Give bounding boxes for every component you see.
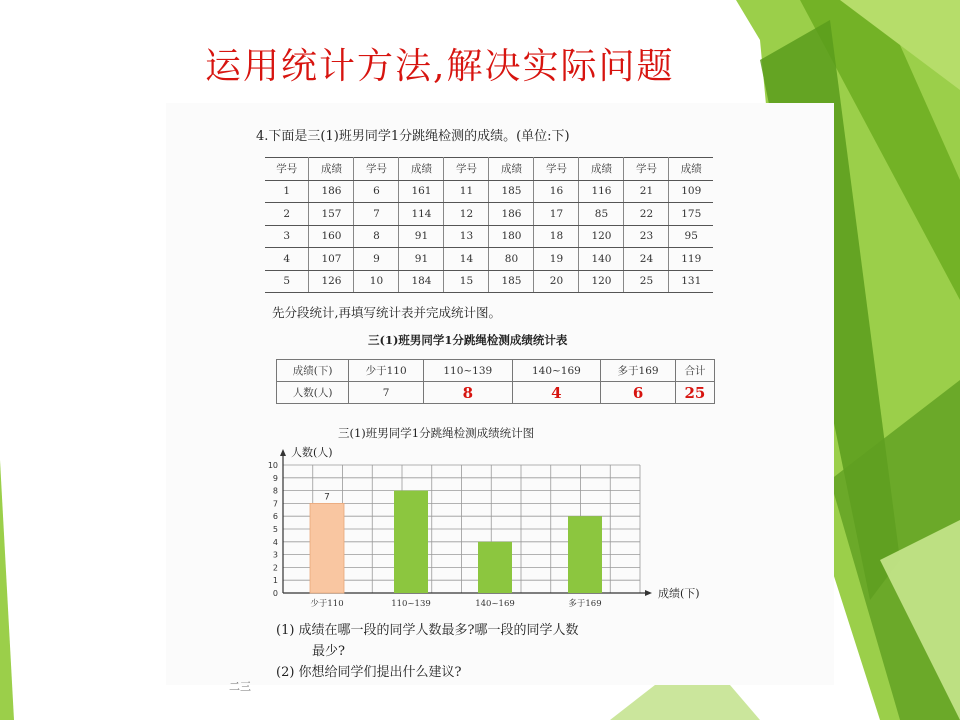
table-cell: 180 xyxy=(489,225,534,248)
row-label-cell: 人数(人) xyxy=(277,382,349,404)
x-tick-label: 少于110 xyxy=(310,599,344,609)
table-header-cell: 140~169 xyxy=(512,360,601,382)
table-cell: 184 xyxy=(399,270,444,293)
table-header-cell: 110~139 xyxy=(423,360,512,382)
table-cell: 120 xyxy=(579,225,624,248)
table-cell: 23 xyxy=(624,225,669,248)
table-header-cell: 学号 xyxy=(354,158,399,181)
table-cell: 6 xyxy=(354,180,399,203)
table-header-cell: 成绩 xyxy=(309,158,354,181)
y-tick-label: 7 xyxy=(272,499,278,509)
y-tick-label: 8 xyxy=(272,486,278,496)
table-cell: 161 xyxy=(399,180,444,203)
table-cell: 22 xyxy=(624,203,669,226)
table-cell: 131 xyxy=(669,270,713,293)
y-tick-label: 6 xyxy=(272,512,278,522)
table-header-cell: 成绩 xyxy=(399,158,444,181)
x-tick-label: 多于169 xyxy=(568,599,602,609)
table-cell: 157 xyxy=(309,203,354,226)
y-axis-arrow xyxy=(280,449,286,456)
question-list xyxy=(276,620,579,683)
table-cell: 114 xyxy=(399,203,444,226)
table-cell: 91 xyxy=(399,225,444,248)
footnote-mark: 二三 xyxy=(229,680,251,693)
table-cell: 1 xyxy=(265,180,309,203)
y-tick-label: 9 xyxy=(272,473,278,483)
question-line: (1) 成绩在哪一段的同学人数最多?哪一段的同学人数 xyxy=(276,623,579,638)
table-header-cell: 成绩 xyxy=(669,158,713,181)
bar xyxy=(394,491,428,593)
freq-table-title: 三(1)班男同学1分跳绳检测成绩统计表 xyxy=(368,333,568,347)
table-cell: 80 xyxy=(489,248,534,271)
table-cell: 7 xyxy=(354,203,399,226)
table-cell: 186 xyxy=(309,180,354,203)
x-axis-arrow xyxy=(645,590,652,596)
table-cell: 9 xyxy=(354,248,399,271)
table-cell: 116 xyxy=(579,180,624,203)
x-tick-label: 110~139 xyxy=(391,599,431,609)
y-tick-label: 5 xyxy=(272,525,278,534)
table-cell: 160 xyxy=(309,225,354,248)
slide-title: 运用统计方法,解决实际问题 xyxy=(205,46,675,87)
table-cell: 21 xyxy=(624,180,669,203)
table-header-cell: 多于169 xyxy=(601,360,676,382)
table-cell: 3 xyxy=(265,225,309,248)
table-header-cell: 成绩(下) xyxy=(277,360,349,382)
x-tick-label: 140~169 xyxy=(475,599,515,609)
table-header-cell: 合计 xyxy=(675,360,714,382)
table-cell: 140 xyxy=(579,248,624,271)
table-cell: 185 xyxy=(489,180,534,203)
y-axis-label: 人数(人) xyxy=(291,446,333,459)
bar-value-label: 7 xyxy=(324,492,330,503)
y-tick-label: 1 xyxy=(272,576,278,586)
table-header-cell: 少于110 xyxy=(349,360,424,382)
table-cell: 24 xyxy=(624,248,669,271)
y-tick-label: 10 xyxy=(267,461,278,470)
table-cell: 4 xyxy=(265,248,309,271)
table-cell: 91 xyxy=(399,248,444,271)
table-cell: 107 xyxy=(309,248,354,271)
table-cell: 120 xyxy=(579,270,624,293)
answer-cell: 25 xyxy=(675,382,714,404)
table-cell: 85 xyxy=(579,203,624,226)
table-cell: 10 xyxy=(354,270,399,293)
table-header-cell: 学号 xyxy=(444,158,489,181)
table-cell: 25 xyxy=(624,270,669,293)
table-cell: 13 xyxy=(444,225,489,248)
chart-title: 三(1)班男同学1分跳绳检测成绩统计图 xyxy=(338,426,535,440)
table-cell: 14 xyxy=(444,248,489,271)
table-header-cell: 成绩 xyxy=(489,158,534,181)
question-text: 4.下面是三(1)班男同学1分跳绳检测的成绩。(单位:下) xyxy=(256,129,570,144)
table-cell: 17 xyxy=(534,203,579,226)
question-line: 最少? xyxy=(312,644,345,659)
table-cell: 5 xyxy=(265,270,309,293)
table-header-cell: 学号 xyxy=(624,158,669,181)
table-cell: 119 xyxy=(669,248,713,271)
table-cell: 18 xyxy=(534,225,579,248)
y-tick-label: 2 xyxy=(272,563,278,573)
answer-cell: 4 xyxy=(512,382,601,404)
table-cell: 15 xyxy=(444,270,489,293)
table-cell: 8 xyxy=(354,225,399,248)
table-cell: 20 xyxy=(534,270,579,293)
table-cell: 12 xyxy=(444,203,489,226)
question-line: (2) 你想给同学们提出什么建议? xyxy=(276,665,462,680)
table-cell: 11 xyxy=(444,180,489,203)
table-cell: 2 xyxy=(265,203,309,226)
bar xyxy=(478,542,512,593)
instruction-text: 先分段统计,再填写统计表并完成统计图。 xyxy=(272,305,501,320)
answer-cell: 8 xyxy=(423,382,512,404)
answer-cell: 6 xyxy=(601,382,676,404)
y-tick-label: 3 xyxy=(272,550,278,560)
given-count-cell: 7 xyxy=(349,382,424,404)
x-axis-label: 成绩(下) xyxy=(658,587,700,600)
table-cell: 95 xyxy=(669,225,713,248)
table-header-cell: 成绩 xyxy=(579,158,624,181)
table-cell: 186 xyxy=(489,203,534,226)
table-header-cell: 学号 xyxy=(265,158,309,181)
table-cell: 126 xyxy=(309,270,354,293)
table-cell: 185 xyxy=(489,270,534,293)
bar xyxy=(568,516,602,593)
table-cell: 175 xyxy=(669,203,713,226)
table-cell: 16 xyxy=(534,180,579,203)
table-cell: 19 xyxy=(534,248,579,271)
table-cell: 109 xyxy=(669,180,713,203)
table-header-cell: 学号 xyxy=(534,158,579,181)
y-tick-label: 4 xyxy=(272,537,278,547)
bar xyxy=(310,503,344,593)
y-tick-label: 0 xyxy=(272,589,278,598)
